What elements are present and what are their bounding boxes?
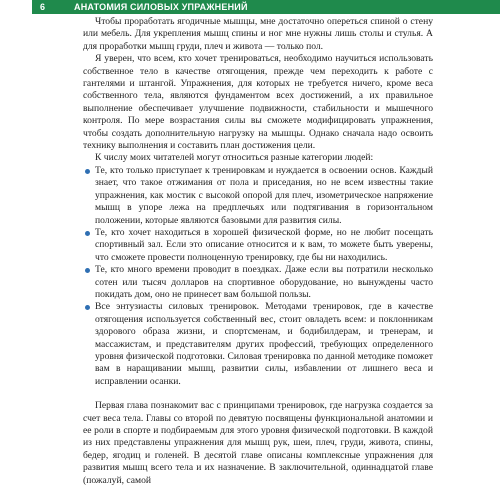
paragraph: Чтобы проработать ягодичные мышцы, мне достаточно опереться спиной о стену или мебель. Для укрепления мышц спины и ног мне нужны лишь столы и стулья. А для проработки мышц груди, плеч и живота — только пол. bbox=[83, 16, 433, 52]
list-item-text: Те, кто хочет находиться в хорошей физической форме, но не любит посещать спортивный зал. Если это описание относится и к вам, то можете быть уверены, что сможете провести полноценную тренировку, где бы ни находились. bbox=[95, 226, 433, 263]
running-header bbox=[32, 0, 500, 14]
bullet-icon bbox=[85, 268, 90, 273]
audience-list bbox=[83, 165, 433, 388]
paragraph: Первая глава познакомит вас с принципами тренировок, где нагрузка создается за счет веса тела. Главы со второй по девятую посвящены функциональной анатомии и ее роли в спорте и подбираемым для этого уровня физической подготовки. В каждой из них представлены упражнения для мышц рук, шеи, плеч, груди, живота, спины, бедер, ягодиц и голеней. В десятой главе описаны комплексные упражнения для развития мышц всего тела и их назначение. В заключительной, одиннадцатой главе (пожалуй, самой bbox=[83, 400, 433, 486]
page-number: 6 bbox=[40, 2, 46, 12]
list-item-text: Все энтузиасты силовых тренировок. Методами тренировок, где в качестве отягощения используется собственный вес, стоит овладеть всем: и поклонникам здорового образа жизни, и спортсменам, и бодибилдерам, и тренерам, и массажистам, и представителям других профессий, требующих определенного уровня физической подготовки. Силовая тренировка по данной методике поможет вам в наращивании мышц, развитии силы, избавлении от лишнего веса и исправлении осанки. bbox=[95, 301, 433, 387]
page-body bbox=[83, 16, 433, 487]
list-item-text: Те, кто только приступает к тренировкам и нуждается в освоении основ. Каждый знает, что такое отжимания от пола и приседания, но не всем известны такие упражнения, как мостик с высокой опорой для плеч, изометрическое напряжение мышц в упоре лежа на предплечьях или подтягивания в горизонтальном положении, которые являются базовыми для развития силы. bbox=[95, 164, 433, 226]
list-item bbox=[83, 165, 433, 227]
bullet-icon bbox=[85, 169, 90, 174]
bullet-icon bbox=[85, 231, 90, 236]
bullet-icon bbox=[85, 305, 90, 310]
paragraph: Я уверен, что всем, кто хочет тренироваться, необходимо научиться использовать собственное тело в качестве отягощения, прежде чем переходить к работе с гантелями и штангой. Упражнения, для которых не требуется ничего, кроме веса собственного тела, являются фундаментом всех достижений, а их правильное выполнение обеспечивает улучшение подвижности, стабильности и мышечного контроля. По мере возрастания силы вы сможете модифицировать упражнения, чтобы создать дополнительную нагрузку на мышцы. Однако сначала надо освоить технику выполнения и составить план достижения цели. bbox=[83, 53, 433, 152]
list-item bbox=[83, 264, 433, 301]
list-item bbox=[83, 227, 433, 264]
list-item-text: Те, кто много времени проводит в поездках. Даже если вы потратили несколько сотен или тысяч долларов на спортивное оборудование, но вынуждены часто покидать дом, оно не принесет вам большой пользы. bbox=[95, 264, 433, 300]
paragraph: К числу моих читателей могут относиться разные категории людей: bbox=[95, 152, 374, 164]
list-item bbox=[83, 301, 433, 388]
section-title: АНАТОМИЯ СИЛОВЫХ УПРАЖНЕНИЙ bbox=[74, 2, 248, 12]
